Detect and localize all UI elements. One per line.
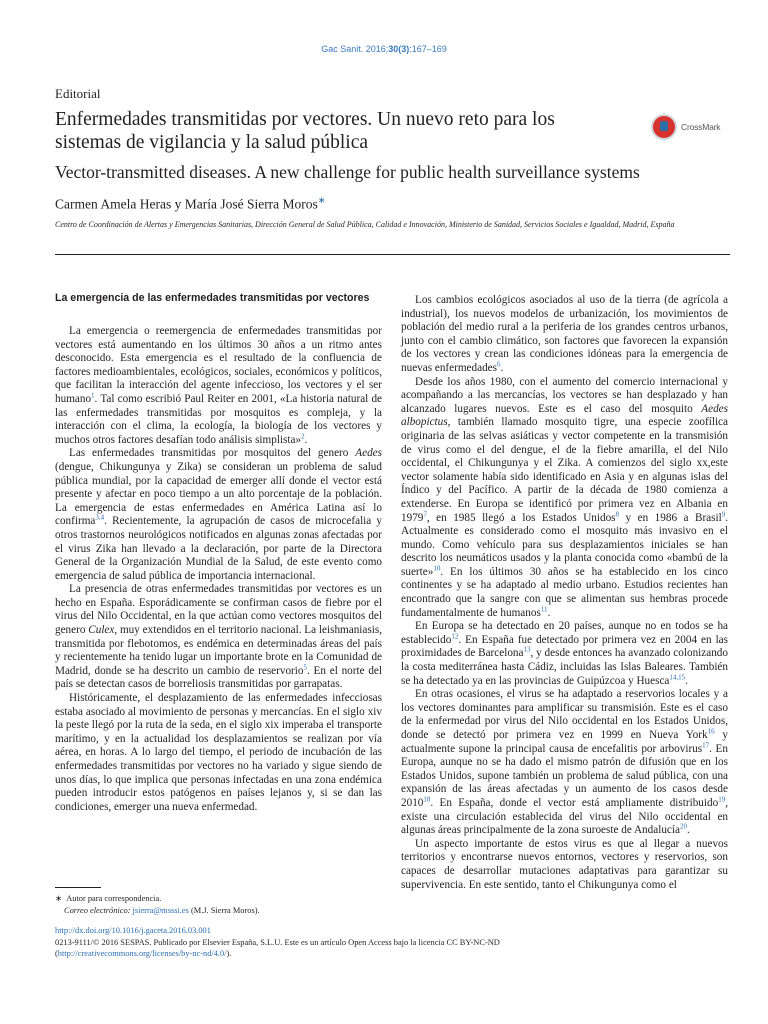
citation-link[interactable]: 12 bbox=[451, 632, 459, 641]
license-link[interactable]: http://creativecommons.org/licenses/by-nc-nd/4.0/ bbox=[57, 949, 227, 958]
citation-link[interactable]: 2 bbox=[301, 432, 305, 441]
journal-issue-open: ( bbox=[398, 44, 402, 54]
paragraph bbox=[401, 620, 728, 688]
paragraph-text: . bbox=[304, 433, 308, 446]
paragraph-text: En Europa se ha detectado en 20 países, aunque no en todos se ha establecido bbox=[401, 620, 728, 646]
corresponding-author-mark[interactable]: ∗ bbox=[317, 195, 326, 205]
left-column bbox=[55, 292, 382, 814]
corresponding-author-note bbox=[55, 893, 385, 905]
species-name: Aedes bbox=[355, 447, 382, 460]
paragraph-text: . bbox=[685, 674, 688, 687]
citation-link[interactable]: 19 bbox=[718, 795, 726, 804]
citation-link[interactable]: 7 bbox=[423, 509, 427, 518]
paragraph-text: En otras ocasiones, el virus se ha adaptado a reservorios locales y a los vectores dominantes para amplificar su transmisión. Este es el caso de la enfermedad por virus del Nilo occidental en los Estados Unidos, donde se detectó por primera vez en 1999 en Nueva York bbox=[401, 688, 728, 741]
paragraph-text: . En Europa, aunque no se ha dado el mismo patrón de difusión que en los Estados Unidos, supone también un problema de salud pública, con una expansión de las áreas afectadas y un aumento de los casos desde 2010 bbox=[401, 742, 728, 809]
citation-link[interactable]: 5 bbox=[303, 663, 307, 672]
paragraph-text: y en 1986 a Brasil bbox=[619, 511, 722, 524]
paragraph-text: . En los últimos 30 años se ha establecido en los cinco continentes y se ha adaptado al medio urbano. Estudios recientes han encontrado que la sangre con que se alimentan sus hembras procede fundamentalmente de humanos bbox=[401, 565, 728, 619]
paragraph-text: . En el norte del país se detectan casos de borreliosis transmitidas por garrapatas. bbox=[55, 664, 382, 691]
paragraph-text: La presencia de otras enfermedades transmitidas por vectores es un hecho en España. Esporádicamente se confirman casos de fiebre por el virus del Nilo Occidental, en la que actúan como vectores mosquitos del genero bbox=[55, 583, 382, 637]
paragraph: Históricamente, el desplazamiento de las enfermedades infecciosas estaba asociado al movimiento de personas y mercancías. En el siglo xiv la peste llegó por la ruta de la seda, en el siglo xix imperaba el transporte marítimo, y en la actualidad los desplazamientos se realizan por vía aérea, en horas. A lo largo del tiempo, el periodo de incubación de las enfermedades transmitidas por vectores no ha variado y sigue siendo de unos días, lo que implica que personas infectadas en una zona endémica pueden introducir estos patógenos en países lejanos y, si se dan las condiciones, emerger una nueva enfermedad. bbox=[55, 692, 382, 813]
paragraph-text: . En España fue detectado por primera vez en 2004 en las proximidades de Barcelona bbox=[401, 633, 728, 660]
citation-link[interactable]: 3,4 bbox=[95, 513, 105, 522]
species-name: Aedes albopictus bbox=[401, 402, 728, 429]
crossmark-icon bbox=[651, 114, 677, 140]
paragraph-text: . bbox=[500, 361, 504, 374]
citation-link[interactable]: 6 bbox=[496, 360, 501, 369]
paragraph-text: , y desde entonces ha avanzado colonizando la costa mediterránea hasta Cádiz, incluidas las Islas Baleares. También se ha detectado ya en las provincias de Guipúzcoa y Huesca bbox=[401, 647, 728, 687]
email-link[interactable]: jsierra@msssi.es bbox=[132, 906, 189, 915]
footnote-divider bbox=[55, 887, 101, 888]
paragraph bbox=[401, 294, 728, 376]
citation-link[interactable]: 17 bbox=[702, 740, 710, 749]
citation-link[interactable]: 20 bbox=[679, 822, 687, 831]
license-url-open: ( bbox=[55, 949, 58, 958]
citation-link[interactable]: 11 bbox=[540, 604, 548, 613]
paragraph-text: La emergencia o reemergencia de enfermedades transmitidas por vectores está aumentando en los últimos 30 años a un ritmo antes desconocido. Esta emergencia es el resultado de la confluencia de factores medioambientales, ecológicos, sociales, económicos y políticos, que facilitan la interacción del agente infeccioso, los vectores y el ser humano bbox=[55, 325, 382, 405]
header-divider bbox=[55, 254, 730, 255]
paragraph bbox=[401, 688, 728, 838]
citation-link[interactable]: 8 bbox=[615, 509, 620, 518]
email-note bbox=[55, 905, 385, 917]
paragraph-text: Los cambios ecológicos asociados al uso de la tierra (de agrícola a industrial), los nuevos modelos de urbanización, los movimientos de población del medio rural a la periferia de los grandes centros urbanos, junto con el cambio climático, son factores que favorecen la expansión de los vectores y crean las condiciones idóneas para la emergencia de nuevas enfermedades bbox=[401, 294, 728, 374]
journal-reference[interactable] bbox=[0, 44, 768, 54]
journal-pages: :167–169 bbox=[409, 44, 447, 54]
footnotes bbox=[55, 893, 385, 917]
author-list bbox=[55, 195, 325, 213]
paragraph-text: Desde los años 1980, con el aumento del comercio internacional y acompañando a las mercancías, los vectores se han desplazado y han alcanzado lugares nuevos. Este es el caso del mosquito bbox=[401, 375, 728, 415]
footnote-mark: ∗ bbox=[55, 894, 63, 903]
doi-license-block bbox=[55, 925, 730, 960]
paragraph-text: (dengue, Chikungunya y Zika) se consideran un problema de salud pública mundial, por la capacidad de emerger allí donde el vector está presente y afectar en poco tiempo a un alto porcentaje de la población. La emergencia de estas enfermedades en América Latina así lo confirma bbox=[55, 460, 382, 528]
paragraph-text: . En España, donde el vector está ampliamente distribuido bbox=[430, 796, 719, 809]
paragraph-text: , muy extendidos en el territorio nacional. La leishmaniasis, transmitida por flebotomos, es endémica en determinadas áreas del país y recientemente ha tenido lugar un importante brote en la Comunidad de Madrid, donde se ha descrito un cambio de reservorio bbox=[55, 624, 382, 677]
section-label: Editorial bbox=[55, 86, 101, 101]
email-label: Correo electrónico: bbox=[64, 906, 131, 915]
paragraph-text: , existe una circulación establecida del virus del Nilo occidental en algunas áreas principalmente de la zona suroeste de Andalucía bbox=[401, 796, 728, 837]
article-title-english: Vector-transmitted diseases. A new challenge for public health surveillance systems bbox=[55, 162, 640, 182]
paragraph-text: . bbox=[547, 606, 551, 619]
journal-issue: 3 bbox=[401, 44, 407, 54]
footnote-label: Autor para correspondencia. bbox=[66, 894, 162, 903]
crossmark-label: CrossMark bbox=[681, 122, 721, 132]
paragraph bbox=[55, 325, 382, 447]
license-text: 0213-9111/© 2016 SESPAS. Publicado por Elsevier España, S.L.U. Este es un artículo Open Access bajo la licencia CC BY-NC-ND bbox=[55, 937, 500, 947]
paragraph-text: . Actualmente es considerado como el mosquito más invasivo en el mundo. Como vehículo para sus desplazamientos iniciales se han descrito los neumáticos usados y la planta conocida como «bambú de la suerte» bbox=[401, 511, 729, 578]
doi-link[interactable]: http://dx.doi.org/10.1016/j.gaceta.2016.03.001 bbox=[55, 926, 211, 935]
section-heading: La emergencia de las enfermedades transmitidas por vectores bbox=[55, 292, 370, 304]
right-column bbox=[401, 294, 728, 892]
citation-link[interactable]: 10 bbox=[433, 564, 441, 573]
author-names: Carmen Amela Heras y María José Sierra Moros bbox=[55, 196, 318, 212]
email-owner: (M.J. Sierra Moros). bbox=[190, 906, 260, 915]
journal-issue-close: ) bbox=[406, 44, 410, 54]
article-title-spanish: Enfermedades transmitidas por vectores. Un nuevo reto para los sistemas de vigilancia y la salud pública bbox=[55, 109, 555, 153]
citation-link[interactable]: 16 bbox=[707, 727, 715, 736]
journal-ref-prefix: Gac Sanit. 2016; bbox=[321, 44, 389, 54]
paragraph-text: . Recientemente, la agrupación de casos de microcefalia y otros trastornos neurológicos notificados en algunas zonas afectadas por el virus Zika han llevado a la declaración, por parte de la Directora General de la Organización Mundial de la Salud, de este evento como emergencia de salud pública de importancia internacional. bbox=[55, 515, 382, 582]
paragraph-text: , en 1985 llegó a los Estados Unidos bbox=[426, 511, 616, 524]
journal-volume: 30 bbox=[388, 44, 399, 54]
paragraph: Un aspecto importante de estos virus es que al llegar a nuevos territorios y encontrarse nuevos entornos, vectores y reservorios, son capaces de desarrollar mutaciones adaptativas para garantizar su supervivencia. En este sentido, tanto el Chikungunya como el bbox=[401, 837, 728, 891]
paragraph-text: , también llamado mosquito tigre, una especie zoofílica originaria de las selvas asiáticas y vector competente en la transmisión de virus como el del dengue, el de la fiebre amarilla, el del Nilo occidental, el Chikungunya y el Zika. A comienzos del siglo xx,este vector solamente había sido identificado en Asia y en algunas islas del Índico y del Pacífico. A partir de la década de 1980 comienza a extenderse. En Europa se identificó por primera vez en Albania en 1979 bbox=[401, 416, 728, 524]
paragraph bbox=[55, 583, 382, 692]
species-name: Culex bbox=[88, 624, 115, 637]
citation-link[interactable]: 18 bbox=[423, 795, 431, 804]
paragraph-text: . bbox=[686, 824, 690, 837]
license-url-close: ). bbox=[226, 949, 232, 958]
paragraph bbox=[55, 447, 382, 583]
citation-link[interactable]: 9 bbox=[721, 509, 726, 518]
citation-link[interactable]: 14,15 bbox=[669, 672, 686, 681]
paragraph-text: Las enfermedades transmitidas por mosquitos del genero bbox=[69, 447, 356, 460]
paragraph-text: y actualmente supone la principal causa de encefalitis por arbovirus bbox=[401, 729, 728, 755]
crossmark-button[interactable] bbox=[651, 112, 731, 142]
paragraph bbox=[401, 376, 728, 621]
paragraph-text: . Tal como escribió Paul Reiter en 2001, «La historia natural de las enfermedades transmitidas por mosquitos es compleja, y la interacción con el clima, la ecología, la biología de los vectores y muchos otros factores desafían todo análisis simplista» bbox=[55, 392, 382, 446]
citation-link[interactable]: 1 bbox=[91, 391, 95, 400]
citation-link[interactable]: 13 bbox=[523, 645, 531, 654]
author-affiliation: Centro de Coordinación de Alertas y Emergencias Sanitarias, Dirección General de Salud Pública, Calidad e Innovación, Ministerio de Sanidad, Servicios Sociales e Igualdad, Madrid, España bbox=[55, 220, 675, 229]
